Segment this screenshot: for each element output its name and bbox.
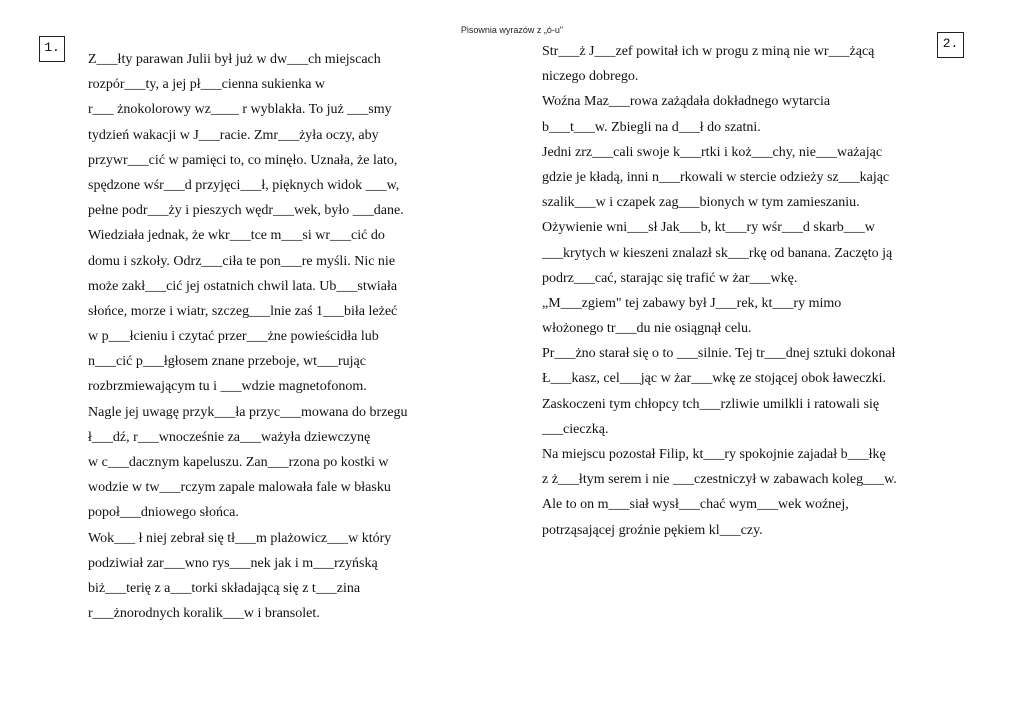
text-line: niczego dobrego. [542,69,639,85]
exercise-number-1: 1. [39,36,65,62]
text-line: spędzone wśr___d przyjęci___ł, pięknych widok ___w, [88,177,400,193]
text-line: w p___łcieniu i czytać przer___żne powieścidła lub [88,329,379,345]
text-line: może zakł___cić jej ostatnich chwil lata. Ub___stwiała [88,278,398,294]
text-line: popoł___dniowego słońca. [88,505,239,521]
text-line: Wiedziała jednak, że wkr___tce m___si wr___cić do [88,228,385,244]
text-line: Ożywienie wni___sł Jak___b, kt___ry wśr___d skarb___w [542,220,875,236]
text-line: Ale to on m___siał wysł___chać wym___wek woźnej, [542,497,849,513]
text-line: słońce, morze i wiatr, szczeg___lnie zaś 1___biła leżeć [88,303,398,319]
text-line: Zaskoczeni tym chłopcy tch___rzliwie umilkli i ratowali się [542,396,880,412]
text-line: potrząsającej groźnie pękiem kl___czy. [542,522,763,538]
text-line: biż___terię z a___torki składającą się z t___zina [88,580,361,596]
text-line: w c___dacznym kapeluszu. Zan___rzona po kostki w [88,455,389,470]
text-line: Pr___żno starał się o to ___silnie. Tej tr___dnej sztuki dokonał [542,346,896,362]
text-line: ___cieczką. [542,421,609,437]
text-line: domu i szkoły. Odrz___ciła te pon___re myśli. Nic nie [88,253,396,269]
text-line: r___ żnokolorowy wz____ r wyblakła. To już ___smy [88,102,392,118]
text-line: podrz___cać, starając się trafić w żar___wkę. [542,270,798,286]
text-line: r___żnorodnych koralik___w i bransolet. [88,606,320,622]
text-line: tydzień wakacji w J___racie. Zmr___żyła oczy, aby [88,127,379,143]
text-line: Wok___ ł niej zebrał się tł___m plażowicz___w który [88,530,392,546]
text-line: gdzie je kładą, inni n___rkowali w stercie odzieży sz___kając [542,169,890,185]
text-line: ł___dź, r___wnocześnie za___ważyła dziewczynę [88,429,371,445]
text-line: „M___zgiem" tej zabawy był J___rek, kt___ry mimo [542,295,842,311]
text-line: szalik___w i czapek zag___bionych w tym zamieszaniu. [542,195,860,211]
text-line: Ł___kasz, cel___jąc w żar___wkę ze stojącej obok ławeczki. [542,371,887,387]
text-line: ___krytych w kieszeni znalazł sk___rkę od banana. Zaczęto ją [542,245,893,261]
text-line: podziwiał zar___wno rys___nek jak i m___rzyńską [88,555,378,571]
text-line: n___cić p___łgłosem znane przeboje, wt___rując [88,354,366,370]
text-line: Woźna Maz___rowa zażądała dokładnego wytarcia [542,94,831,110]
text-line: Str___ż J___zef powitał ich w progu z miną nie wr___żącą [542,44,875,59]
text-line: pełne podr___ży i pieszych wędr___wek, było ___dane. [88,203,404,219]
text-line: Na miejscu pozostał Filip, kt___ry spokojnie zajadał b___łkę [542,447,886,462]
text-line: rozbrzmiewającym tu i ___wdzie magnetofonom. [88,379,367,395]
exercise-1-text [88,47,408,626]
text-line: b___t___w. Zbiegli na d___ł do szatni. [542,119,761,135]
text-line: z ż___łtym serem i nie ___czestniczył w zabawach koleg___w. [542,472,897,488]
text-line: Jedni zrz___cali swoje k___rtki i koż___chy, nie___ważając [542,144,883,160]
text-line: włożonego tr___du nie osiągnął celu. [542,321,752,337]
text-line: przywr___cić w pamięci to, co minęło. Uznała, że lato, [88,152,398,168]
text-line: wodzie w tw___rczym zapale malowała fale w błasku [88,480,391,496]
text-line: rozpór___ty, a jej pł___cienna sukienka w [88,77,326,93]
page-title: Pisownia wyrazów z „ó-u" [460,25,564,35]
text-line: Nagle jej uwagę przyk___ła przyc___mowana do brzegu [88,404,408,420]
exercise-number-2: 2. [937,32,964,58]
text-line: Z___łty parawan Julii był już w dw___ch miejscach [88,52,381,67]
exercise-2-text [542,39,897,543]
